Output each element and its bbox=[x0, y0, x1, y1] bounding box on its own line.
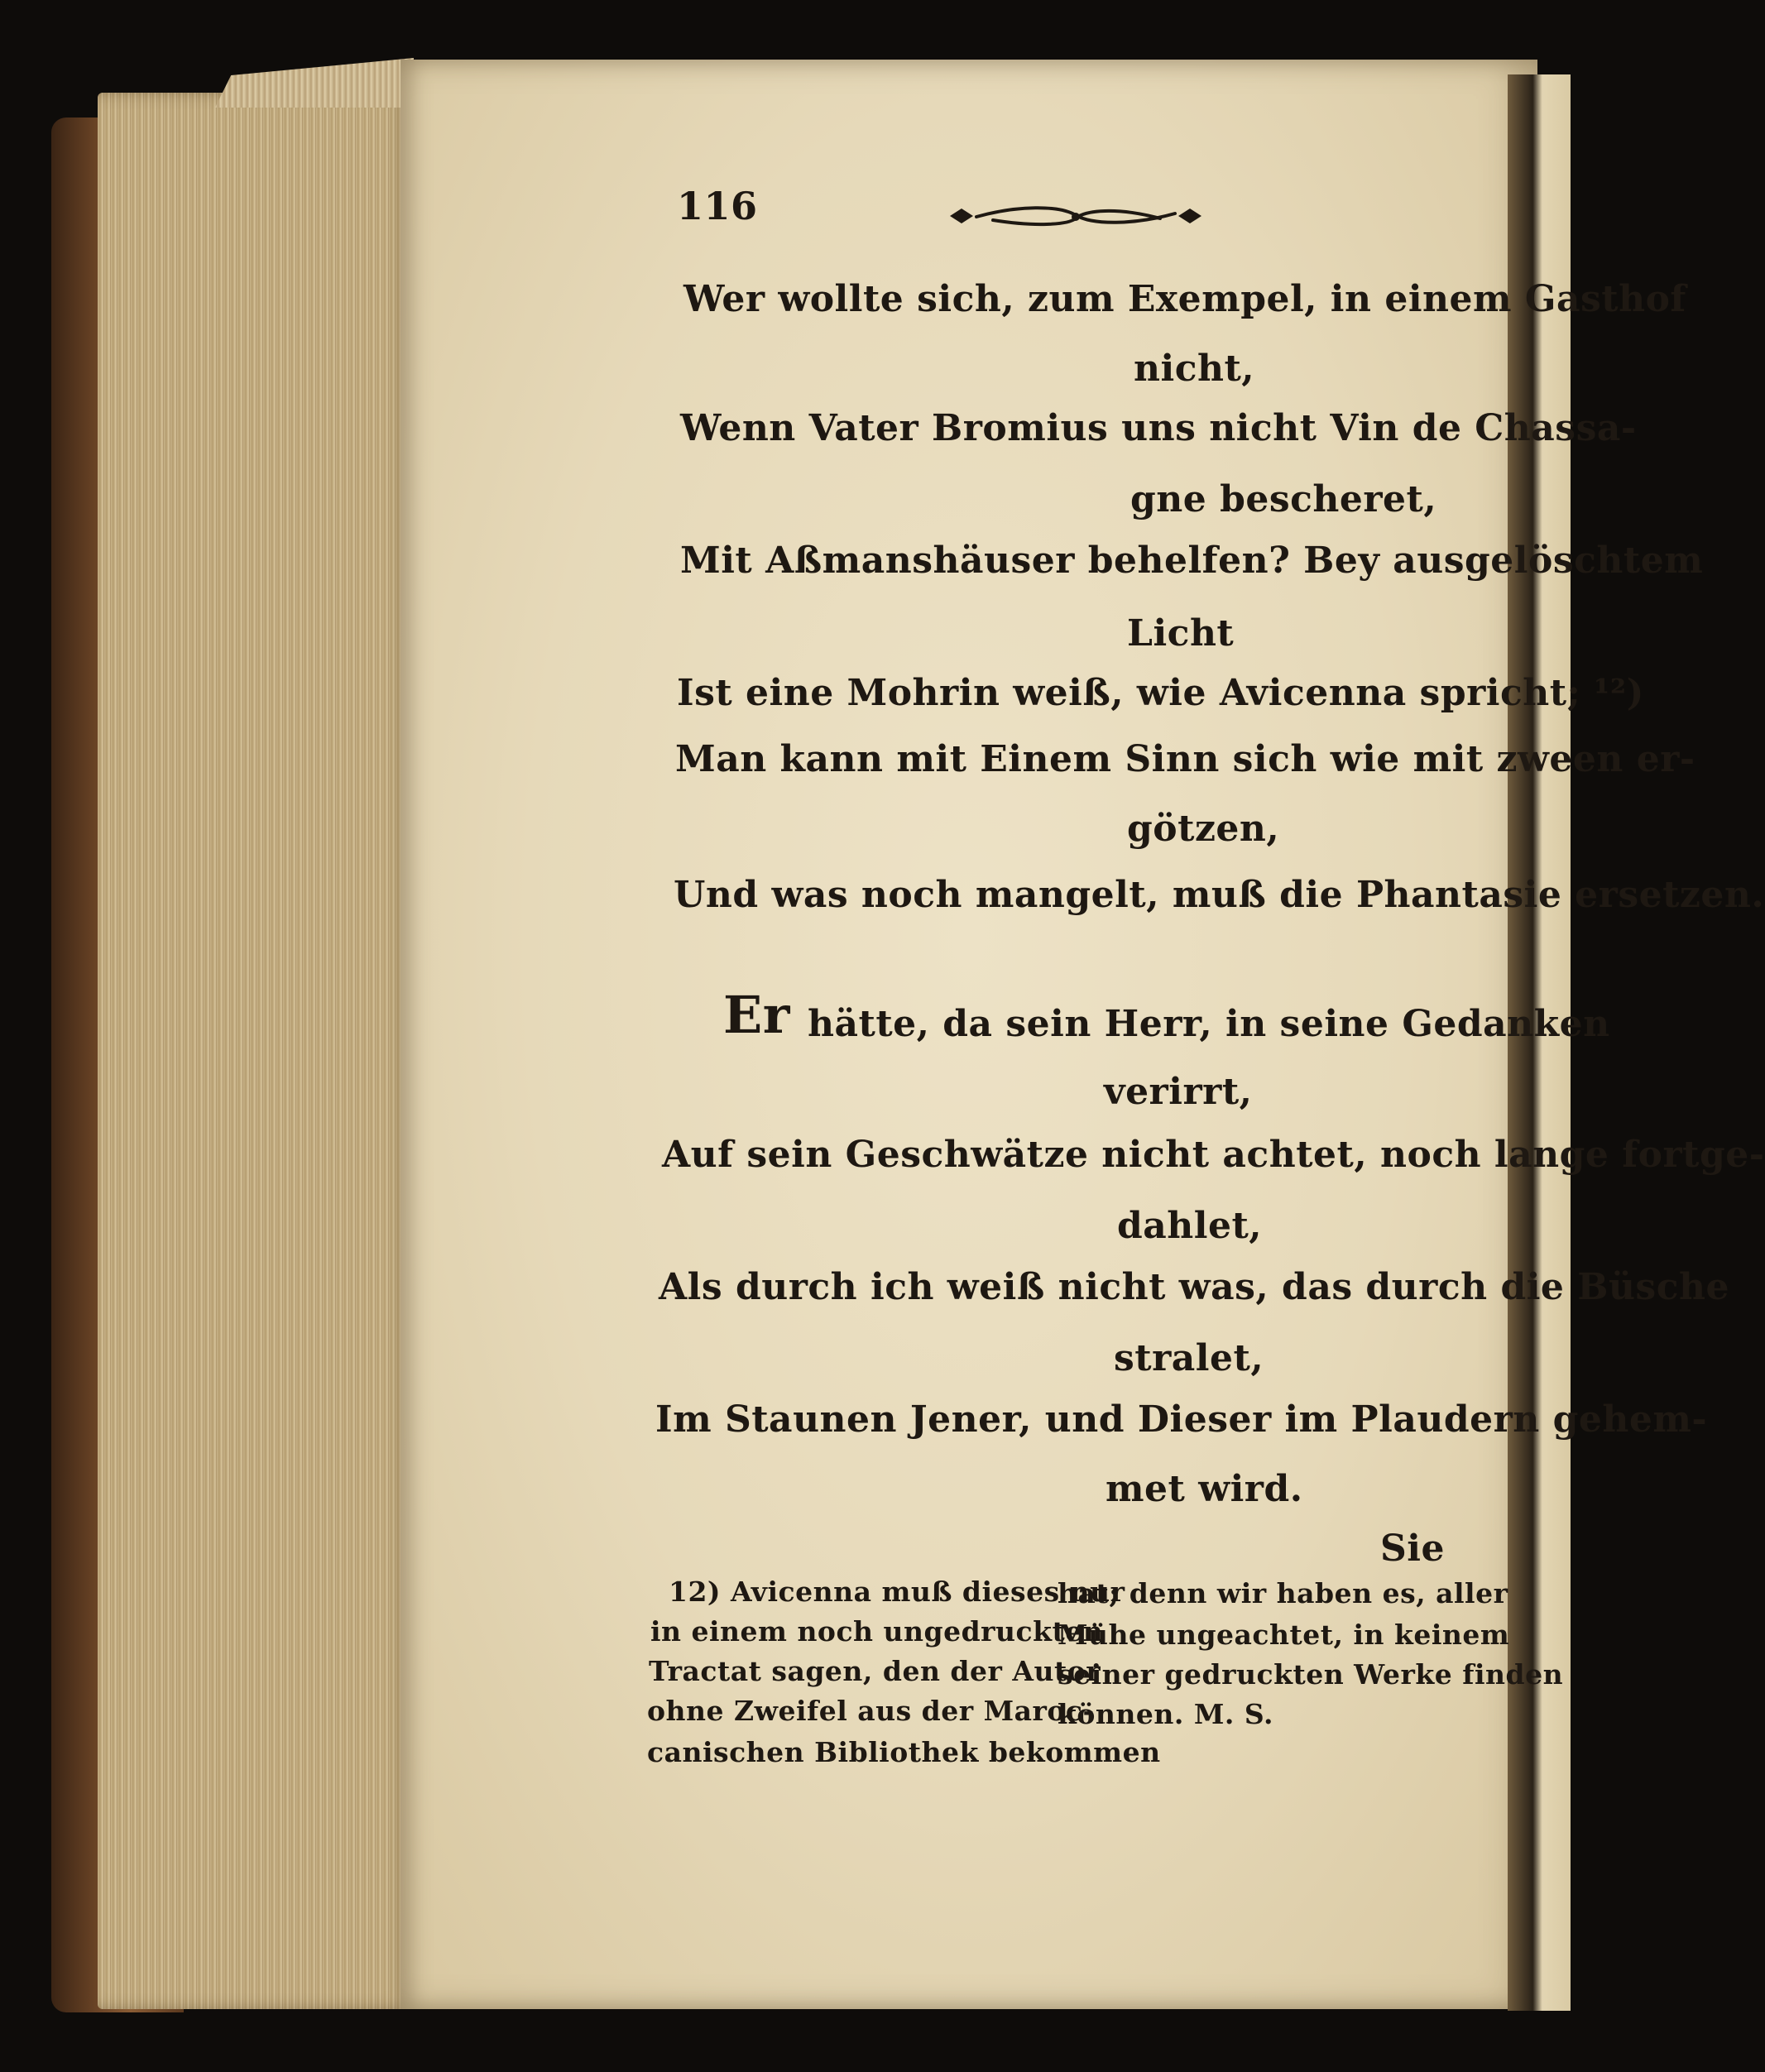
footnote-left-line-1: 12) Avicenna muß dieses nur bbox=[669, 1576, 1125, 1608]
page-number: 116 bbox=[677, 184, 758, 228]
verse-line-12: verirrt, bbox=[1104, 1071, 1253, 1113]
drop-letter: Er bbox=[723, 985, 790, 1045]
verse-line-2: nicht, bbox=[1134, 348, 1255, 390]
verse-line-7: Ist eine Mohrin weiß, wie Avicenna spricht; ¹²) bbox=[677, 672, 1645, 714]
footnote-right-line-1: hat; denn wir haben es, aller bbox=[1058, 1577, 1508, 1609]
footnote-left-line-4: ohne Zweifel aus der Maroc- bbox=[647, 1695, 1095, 1727]
verse-line-10: Und was noch mangelt, muß die Phantasie ersetzen. bbox=[674, 874, 1765, 916]
footnote-left-line-2: in einem noch ungedruckten bbox=[650, 1615, 1104, 1648]
header-ornament-icon bbox=[943, 194, 1208, 238]
page-edges-top bbox=[215, 58, 414, 108]
verse-line-11: hätte, da sein Herr, in seine Gedanken bbox=[808, 1003, 1610, 1045]
verse-line-16: stralet, bbox=[1114, 1337, 1264, 1379]
page-edges bbox=[98, 93, 412, 2009]
verse-line-17: Im Staunen Jener, und Dieser im Plaudern gehem- bbox=[655, 1398, 1708, 1441]
verse-line-18: met wird. bbox=[1106, 1468, 1303, 1510]
verse-line-14: dahlet, bbox=[1117, 1205, 1263, 1247]
verse-line-4: gne bescheret, bbox=[1130, 478, 1437, 520]
verse-line-9: götzen, bbox=[1127, 808, 1280, 850]
verse-line-1: Wer wollte sich, zum Exempel, in einem Gasthof bbox=[683, 278, 1686, 320]
footnote-right-line-2: Mühe ungeachtet, in keinem bbox=[1058, 1619, 1510, 1651]
catchword: Sie bbox=[1380, 1528, 1445, 1570]
verse-line-5: Mit Aßmanshäuser behelfen? Bey ausgelöschtem bbox=[680, 540, 1704, 582]
verse-line-8: Man kann mit Einem Sinn sich wie mit zween er- bbox=[675, 738, 1695, 780]
verse-line-3: Wenn Vater Bromius uns nicht Vin de Chassa- bbox=[680, 407, 1637, 449]
footnote-right-line-3: seiner gedruckten Werke finden bbox=[1058, 1658, 1564, 1691]
footnote-left-line-3: Tractat sagen, den der Autor bbox=[649, 1655, 1101, 1687]
verse-line-13: Auf sein Geschwätze nicht achtet, noch lange fortge- bbox=[662, 1134, 1765, 1176]
footnote-left-line-5: canischen Bibliothek bekommen bbox=[647, 1736, 1161, 1768]
verse-line-6: Licht bbox=[1127, 612, 1235, 655]
verse-line-15: Als durch ich weiß nicht was, das durch die Büsche bbox=[659, 1266, 1729, 1308]
footnote-right-line-4: können. M. S. bbox=[1058, 1698, 1273, 1730]
